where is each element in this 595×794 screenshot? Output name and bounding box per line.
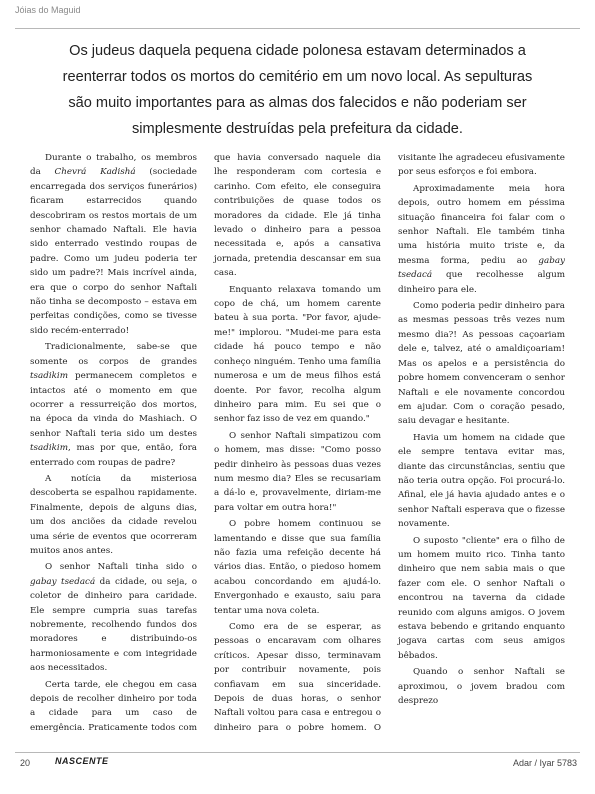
text-run: Quando o senhor Naftali se aproximou, o jovem bradou com desprezo: [398, 667, 565, 707]
page-number: 20: [20, 758, 31, 768]
magazine-logo: NASCENTE: [55, 756, 109, 766]
text-run: Durante o trabalho, os membros da: [30, 153, 197, 178]
text-run: Enquanto relaxava tomando um copo de chá, um homem carente bateu à sua porta. "Por favor, ajude-me!" implorou. "Mudei-me para esta cidade há pouco tempo e não conheço ninguém. Tenho uma família numerosa e um de meus filhos está doente. Por favor, recolha algum dinheiro para mim. Eu sei que o senhor faz isso de vez em quando.": [214, 284, 381, 425]
section-label: Jóias do Maguid: [15, 5, 81, 15]
text-run: da cidade, ou seja, o coletor de dinheiro para caridade. Ele sempre cumpria suas tarefas nobremente, recolhendo fundos dos moradores e distribuindo-os harmoniosamente e com integridade aos necessitados.: [30, 576, 198, 674]
italic-term: gabay tsedacá: [30, 576, 96, 587]
article-body: [30, 151, 565, 747]
text-run: Certa tarde, ele chegou em casa depois de recolher dinheiro por toda a cidade para um caso de emergência. Praticamente todos com que havia conversado naquele dia lhe responderam com cortesia e carinho. Com efeito, ele conseguira contribuições de quase todos os moradores da cidade. Ele já tinha levado o dinheiro para a pessoa necessitada e, após a cansativa jornada, pretendia descansar em sua casa.: [30, 153, 381, 733]
text-run: Como era de se esperar, as pessoas o encaravam com olhares críticos. Apesar disso, terminavam por contribuir novamente, pois confiavam em sua sinceridade. Depois de duas horas, o senhor Naftali voltou para casa e entregou o dinheiro para o pobre homem. O visitante lhe agradeceu efusivamente por seus esforços e foi embora.: [214, 153, 565, 733]
text-run: Tradicionalmente, sabe-se que somente os corpos de grandes: [30, 342, 197, 367]
text-run: permanecem completos e intactos até o momento em que ocorrer a ressurreição dos mortos, na época da vinda do Mashiach. O senhor Naftali teria sido um destes: [30, 371, 197, 439]
text-run: Aproximadamente meia hora depois, outro homem em péssima situação financeira foi falar com o senhor Naftali. Ele também tinha uma história muito triste e, da mesma forma, pediu ao: [398, 183, 565, 266]
text-run: (sociedade encarregada dos serviços funerários) ficaram estarrecidos quando descobriram os restos mortais de um senhor chamado Naftali. Ele havia sido enterrado vestindo roupas de padre. Como um judeu poderia ter sido um padre?! Mais incrível ainda, era que o corpo do senhor Naftali não tinha se decomposto – estava em perfeitas condições, como se tivesse sido recém-enterrado!: [30, 167, 197, 336]
text-run: O suposto "cliente" era o filho de um homem muito rico. Tinha tanto dinheiro que nem sabia mais o que fazer com ele. O senhor Naftali o encontrou na taverna da cidade reunido com alguns amigos. O jovem estava bebendo e gritando enquanto jogava cartas com seus amigos bêbados.: [398, 535, 565, 661]
italic-term: tsadikim: [30, 371, 69, 382]
article-paragraph: [214, 517, 381, 618]
text-run: , mas por que, então, fora enterrado com roupas de padre?: [30, 443, 197, 468]
article-paragraph: [214, 283, 381, 427]
lead-paragraph: Os judeus daquela pequena cidade polonesa estavam determinados a reenterrar todos os mortos do cemitério em um novo local. As sepulturas são muito importantes para as almas dos falecidos e não poderiam ser simplesmente destruídas pela prefeitura da cidade.: [62, 43, 533, 137]
text-run: Como poderia pedir dinheiro para as mesmas pessoas três vezes num mesmo dia?! As pessoas caçoariam dele e, talvez, até o amaldiçoariam! Mas os apelos e a persistência do pobre homem convenceram o senhor Naftali e ele novamente concordou em ajudar. Com o coração pesado, saiu devagar e hesitante.: [398, 301, 565, 427]
text-run: O senhor Naftali simpatizou com o homem, mas disse: "Como posso pedir dinheiro às pessoas duas vezes num mesmo dia? Eles se recusariam a dá-lo e, provavelmente, diriam-me para voltar em outra hora!": [214, 430, 381, 513]
text-run: O pobre homem continuou se lamentando e disse que sua família não fazia uma refeição decente há vários dias. Então, o piedoso homem acabou concordando em ajudá-lo. Envergonhado e exausto, saiu para tentar uma nova coleta.: [214, 519, 381, 616]
text-run: A notícia da misteriosa descoberta se espalhou rapidamente. Finalmente, depois de alguns dias, um dos anciões da cidade revelou uma série de eventos que ocorreram muitos anos antes.: [30, 473, 197, 556]
article-paragraph: [398, 182, 565, 297]
article-paragraph: [398, 299, 565, 429]
article-paragraph: [398, 665, 565, 708]
article-paragraph: [398, 534, 565, 664]
text-run: que recolhesse algum dinheiro para ele.: [398, 270, 565, 295]
issue-date: Adar / Iyar 5783: [512, 758, 577, 768]
article-paragraph: [30, 340, 197, 470]
header-divider: [15, 28, 580, 29]
italic-term: Chevrá Kadishá: [54, 167, 136, 178]
footer-divider: [15, 752, 580, 753]
italic-term: gabay tsedacá: [398, 255, 565, 281]
article-paragraph: [30, 151, 197, 338]
italic-term: tsadikim: [30, 443, 69, 454]
article-paragraph: [214, 429, 381, 515]
article-paragraph: [398, 431, 565, 532]
text-run: Havia um homem na cidade que ele sempre tentava evitar mas, diante das circunstâncias, sentiu que não teria outra opção. Foi procurá-lo. Afinal, ele já havia ajudado antes e o senhor Naftali esperava que o fizesse novamente.: [398, 432, 565, 530]
article-paragraph: [30, 472, 197, 558]
article-paragraph: [30, 560, 197, 675]
text-run: O senhor Naftali tinha sido o: [45, 562, 197, 573]
